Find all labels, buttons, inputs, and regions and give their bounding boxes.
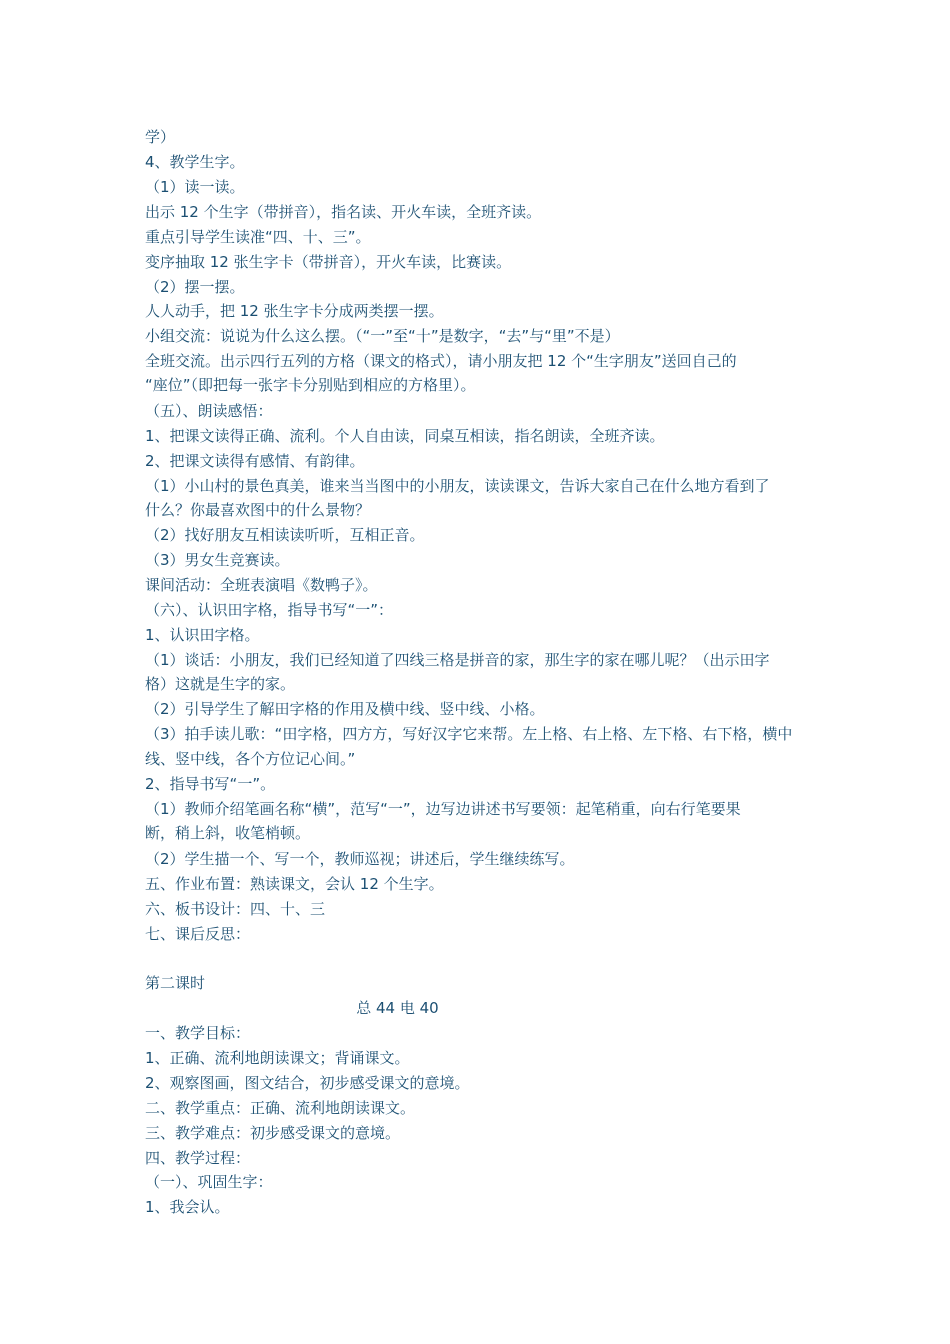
lesson-title: 第二课时 (145, 974, 206, 992)
text-line: （1）读一读。 (145, 178, 245, 196)
text-line: （2）学生描一个、写一个，教师巡视；讲述后，学生继续练写。 (145, 850, 575, 868)
text-line: 小组交流：说说为什么这么摆。（“一”至“十”是数字，“去”与“里”不是） (145, 327, 620, 345)
section-heading: 六、板书设计：四、十、三 (145, 900, 326, 918)
text-line: 全班交流。出示四行五列的方格（课文的格式），请小朋友把 12 个“生字朋友”送回自己的 (145, 352, 737, 370)
text-line: 重点引导学生读准“四、十、三”。 (145, 228, 371, 246)
text-line: 2、指导书写“一”。 (145, 775, 276, 793)
text-line: 课间活动：全班表演唱《数鸭子》。 (145, 576, 378, 594)
text-line: （3）拍手读儿歌：“田字格，四方方，写好汉字它来帮。左上格、右上格、左下格、右下格，横中 (145, 725, 793, 743)
text-line: 2、观察图画，图文结合，初步感受课文的意境。 (145, 1074, 470, 1092)
section-heading: （六）、认识田字格，指导书写“一”： (145, 601, 394, 619)
text-line: 变序抽取 12 张生字卡（带拼音），开火车读，比赛读。 (145, 253, 512, 271)
text-line: 1、我会认。 (145, 1198, 230, 1216)
text-line: 什么？你最喜欢图中的什么景物？ (145, 501, 371, 519)
text-line: （2）引导学生了解田字格的作用及横中线、竖中线、小格。 (145, 700, 545, 718)
section-heading: 五、作业布置：熟读课文，会认 12 个生字。 (145, 875, 444, 893)
text-line: 1、把课文读得正确、流利。个人自由读，同桌互相读，指名朗读，全班齐读。 (145, 427, 665, 445)
text-line: 格）这就是生字的家。 (145, 675, 296, 693)
text-line: （2）找好朋友互相读读听听，互相正音。 (145, 526, 425, 544)
text-line: 1、认识田字格。 (145, 626, 260, 644)
text-line: 断，稍上斜，收笔梢顿。 (145, 824, 311, 842)
text-line: 人人动手，把 12 张生字卡分成两类摆一摆。 (145, 302, 444, 320)
text-line: （1）小山村的景色真美，谁来当当图中的小朋友，读读课文，告诉大家自己在什么地方看到了 (145, 477, 770, 495)
text-line: “座位”（即把每一张字卡分别贴到相应的方格里）。 (145, 376, 476, 394)
text-line: 4、教学生字。 (145, 153, 245, 171)
section-heading: （一）、巩固生字： (145, 1173, 273, 1191)
section-heading: 七、课后反思： (145, 925, 251, 943)
section-heading: 三、教学难点：初步感受课文的意境。 (145, 1124, 401, 1142)
text-line: （1）教师介绍笔画名称“横”，范写“一”，边写边讲述书写要领：起笔稍重，向右行笔要果 (145, 800, 741, 818)
text-line: 出示 12 个生字（带拼音），指名读、开火车读，全班齐读。 (145, 203, 542, 221)
section-heading: 二、教学重点：正确、流利地朗读课文。 (145, 1099, 416, 1117)
text-line: （2）摆一摆。 (145, 278, 245, 296)
text-line: 线、竖中线，各个方位记心间。” (145, 750, 356, 768)
text-line: 1、正确、流利地朗读课文；背诵课文。 (145, 1049, 410, 1067)
text-line: 2、把课文读得有感情、有韵律。 (145, 452, 365, 470)
lesson-number: 总 44 电 40 (356, 999, 439, 1017)
section-heading: 四、教学过程： (145, 1149, 251, 1167)
section-heading: 一、教学目标： (145, 1024, 251, 1042)
text-line: （1）谈话：小朋友，我们已经知道了四线三格是拼音的家，那生字的家在哪儿呢？（出示田字 (145, 651, 770, 669)
text-line: 学） (145, 128, 176, 146)
section-heading: （五）、朗读感悟： (145, 402, 273, 420)
text-line: （3）男女生竞赛读。 (145, 551, 290, 569)
